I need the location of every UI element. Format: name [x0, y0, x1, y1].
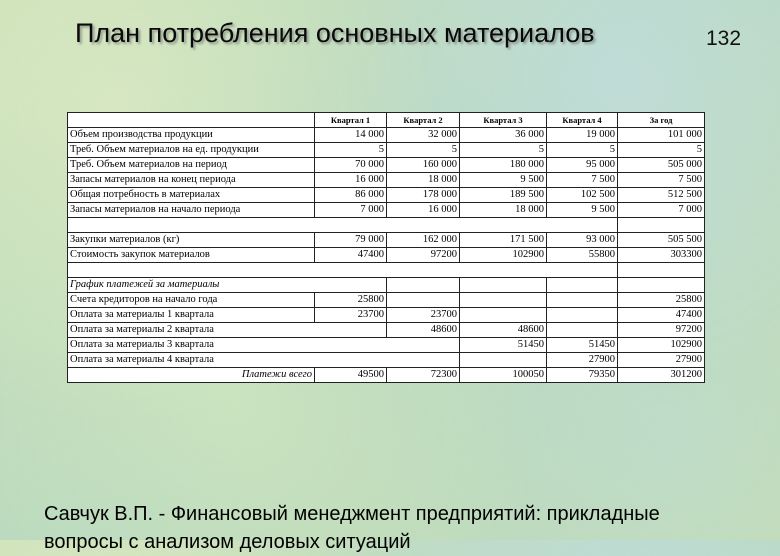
table-cell: 14 000 — [315, 128, 387, 143]
table-cell: 171 500 — [460, 233, 547, 248]
table-cell — [460, 308, 547, 323]
table-cell: 162 000 — [387, 233, 460, 248]
table-cell: 7 500 — [547, 173, 618, 188]
blank-cell — [618, 263, 705, 278]
row-label: Запасы материалов на начало периода — [68, 203, 315, 218]
table-cell: 55800 — [547, 248, 618, 263]
blank-row — [68, 263, 705, 278]
table-cell: 7 000 — [618, 203, 705, 218]
table-cell: 5 — [618, 143, 705, 158]
blank-cell — [68, 263, 618, 278]
table-cell: 25800 — [618, 293, 705, 308]
section-header-row — [68, 278, 705, 293]
header-cell: Квартал 3 — [460, 113, 547, 128]
row-label: Оплата за материалы 2 квартала — [68, 323, 387, 338]
table-cell: 23700 — [387, 308, 460, 323]
table-cell: 97200 — [387, 248, 460, 263]
table-cell: 25800 — [315, 293, 387, 308]
total-label: Платежи всего — [68, 368, 315, 383]
blank-cell — [68, 218, 618, 233]
table-cell: 79350 — [547, 368, 618, 383]
table-cell: 23700 — [315, 308, 387, 323]
footer-line: Савчук В.П. - Финансовый менеджмент предприятий: прикладные — [44, 503, 660, 525]
table-header-row — [68, 113, 705, 128]
table-cell: 189 500 — [460, 188, 547, 203]
row-label: Треб. Объем материалов на ед. продукции — [68, 143, 315, 158]
table-cell: 5 — [547, 143, 618, 158]
table-cell: 512 500 — [618, 188, 705, 203]
table-cell: 303300 — [618, 248, 705, 263]
table-cell: 47400 — [618, 308, 705, 323]
table-cell: 47400 — [315, 248, 387, 263]
table-row — [68, 248, 705, 263]
table-cell: 7 000 — [315, 203, 387, 218]
row-label: Оплата за материалы 4 квартала — [68, 353, 460, 368]
table-cell: 70 000 — [315, 158, 387, 173]
table-cell: 180 000 — [460, 158, 547, 173]
table-cell: 48600 — [387, 323, 460, 338]
table-row — [68, 338, 705, 353]
table-row — [68, 188, 705, 203]
blank-cell — [460, 278, 547, 293]
materials-plan-table — [67, 112, 704, 383]
table-row — [68, 203, 705, 218]
header-cell: Квартал 4 — [547, 113, 618, 128]
row-label: Оплата за материалы 1 квартала — [68, 308, 315, 323]
row-label: Оплата за материалы 3 квартала — [68, 338, 460, 353]
table-cell: 301200 — [618, 368, 705, 383]
table-cell: 5 — [315, 143, 387, 158]
table-cell: 102900 — [618, 338, 705, 353]
header-cell — [68, 113, 315, 128]
table-cell: 72300 — [387, 368, 460, 383]
row-label: Треб. Объем материалов на период — [68, 158, 315, 173]
table-cell: 505 000 — [618, 158, 705, 173]
table-cell: 49500 — [315, 368, 387, 383]
header-cell: За год — [618, 113, 705, 128]
row-label: Стоимость закупок материалов — [68, 248, 315, 263]
table-cell: 178 000 — [387, 188, 460, 203]
blank-cell — [618, 218, 705, 233]
table-cell: 27900 — [618, 353, 705, 368]
table-cell: 160 000 — [387, 158, 460, 173]
table-cell: 5 — [460, 143, 547, 158]
blank-cell — [547, 278, 618, 293]
row-label: Счета кредиторов на начало года — [68, 293, 315, 308]
page-number: 132 — [706, 27, 742, 50]
table-row — [68, 173, 705, 188]
table-cell: 32 000 — [387, 128, 460, 143]
table-cell: 79 000 — [315, 233, 387, 248]
table-cell: 36 000 — [460, 128, 547, 143]
table-cell: 16 000 — [387, 203, 460, 218]
table-cell: 9 500 — [460, 173, 547, 188]
table-cell — [547, 308, 618, 323]
table-cell: 48600 — [460, 323, 547, 338]
table-cell: 51450 — [460, 338, 547, 353]
table-cell — [387, 293, 460, 308]
total-row — [68, 368, 705, 383]
table-row — [68, 128, 705, 143]
table-cell: 95 000 — [547, 158, 618, 173]
table-cell — [547, 323, 618, 338]
table-cell: 97200 — [618, 323, 705, 338]
row-label: Общая потребность в материалах — [68, 188, 315, 203]
footer-citation — [44, 500, 764, 556]
table-row — [68, 308, 705, 323]
blank-cell — [618, 278, 705, 293]
table-row — [68, 158, 705, 173]
footer-line: вопросы с анализом деловых ситуаций — [44, 531, 411, 553]
table-cell: 93 000 — [547, 233, 618, 248]
table-cell: 505 500 — [618, 233, 705, 248]
row-label: Закупки материалов (кг) — [68, 233, 315, 248]
header-cell: Квартал 1 — [315, 113, 387, 128]
table-cell: 51450 — [547, 338, 618, 353]
table-cell: 102 500 — [547, 188, 618, 203]
table-cell: 100050 — [460, 368, 547, 383]
table-cell: 19 000 — [547, 128, 618, 143]
table-cell: 102900 — [460, 248, 547, 263]
table-cell: 101 000 — [618, 128, 705, 143]
table-cell: 18 000 — [460, 203, 547, 218]
table-cell: 86 000 — [315, 188, 387, 203]
table-row — [68, 143, 705, 158]
table-row — [68, 233, 705, 248]
table-cell: 9 500 — [547, 203, 618, 218]
table-cell — [460, 353, 547, 368]
table-cell: 27900 — [547, 353, 618, 368]
blank-row — [68, 218, 705, 233]
slide-title: План потребления основных материалов — [75, 18, 595, 48]
table-cell: 16 000 — [315, 173, 387, 188]
table-row — [68, 353, 705, 368]
table-cell — [547, 293, 618, 308]
table-cell: 18 000 — [387, 173, 460, 188]
section-title: График платежей за материалы — [68, 278, 387, 293]
table-cell: 7 500 — [618, 173, 705, 188]
row-label: Объем производства продукции — [68, 128, 315, 143]
header-cell: Квартал 2 — [387, 113, 460, 128]
table-row — [68, 323, 705, 338]
table-cell: 5 — [387, 143, 460, 158]
table-cell — [460, 293, 547, 308]
row-label: Запасы материалов на конец периода — [68, 173, 315, 188]
table-row — [68, 293, 705, 308]
blank-cell — [387, 278, 460, 293]
